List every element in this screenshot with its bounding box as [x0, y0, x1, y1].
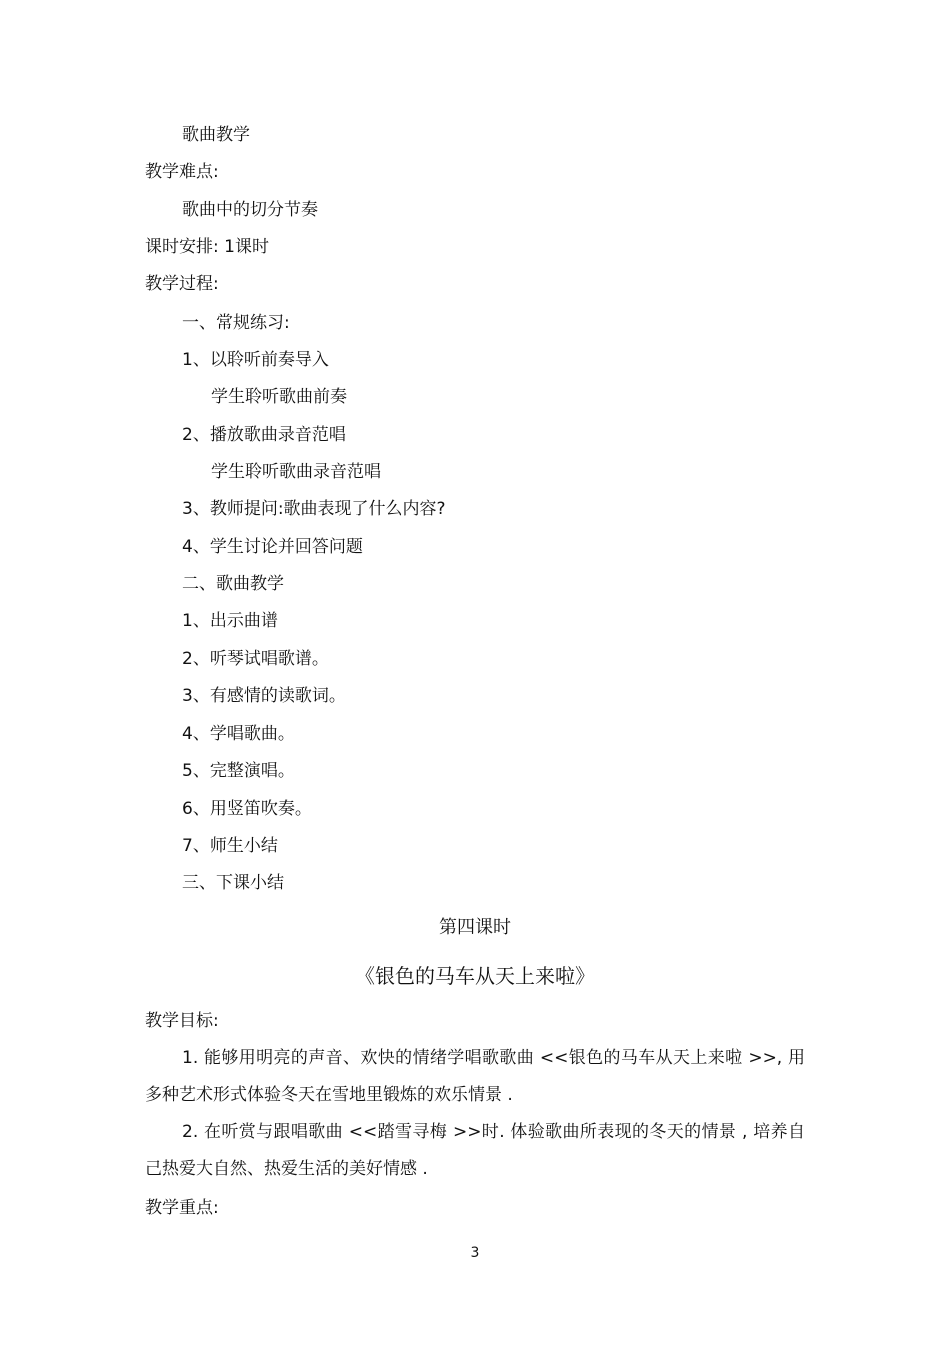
text-line: 二、歌曲教学 [182, 574, 284, 594]
text-line: 1、出示曲谱 [182, 611, 278, 631]
text-line: 6、用竖笛吹奏。 [182, 799, 312, 819]
objective-paragraph: 1. 能够用明亮的声音、欢快的情绪学唱歌歌曲 <<银色的马车从天上来啦 >>, 用多种艺术形式体验冬天在雪地里锻炼的欢乐情景 . [145, 1048, 805, 1105]
text-line: 学生聆听歌曲录音范唱 [211, 462, 381, 482]
text-line: 4、学生讨论并回答问题 [182, 537, 363, 557]
lesson-heading: 第四课时 [439, 917, 511, 938]
text-line: 3、教师提问:歌曲表现了什么内容? [182, 499, 446, 519]
page-number: 3 [470, 1245, 480, 1261]
text-line: 教学难点: [145, 162, 219, 182]
text-line: 课时安排: 1课时 [145, 237, 269, 257]
objectives-label: 教学目标: [145, 1011, 219, 1031]
text-line: 5、完整演唱。 [182, 761, 295, 781]
text-line: 一、常规练习: [182, 313, 290, 333]
objective-paragraph: 2. 在听赏与跟唱歌曲 <<踏雪寻梅 >>时. 体验歌曲所表现的冬天的情景 , 培养自己热爱大自然、热爱生活的美好情感 . [145, 1122, 805, 1179]
text-line: 歌曲中的切分节奏 [182, 200, 318, 220]
text-line: 1、以聆听前奏导入 [182, 350, 329, 370]
text-line: 7、师生小结 [182, 836, 278, 856]
text-line: 学生聆听歌曲前奏 [211, 387, 347, 407]
text-line: 2、播放歌曲录音范唱 [182, 425, 346, 445]
text-line: 2、听琴试唱歌谱。 [182, 649, 329, 669]
text-line: 教学过程: [145, 274, 219, 294]
key-points-label: 教学重点: [145, 1198, 219, 1218]
text-line: 歌曲教学 [182, 125, 250, 145]
text-line: 3、有感情的读歌词。 [182, 686, 346, 706]
song-title: 《银色的马车从天上来啦》 [355, 964, 595, 988]
text-line: 4、学唱歌曲。 [182, 724, 295, 744]
text-line: 三、下课小结 [182, 873, 284, 893]
